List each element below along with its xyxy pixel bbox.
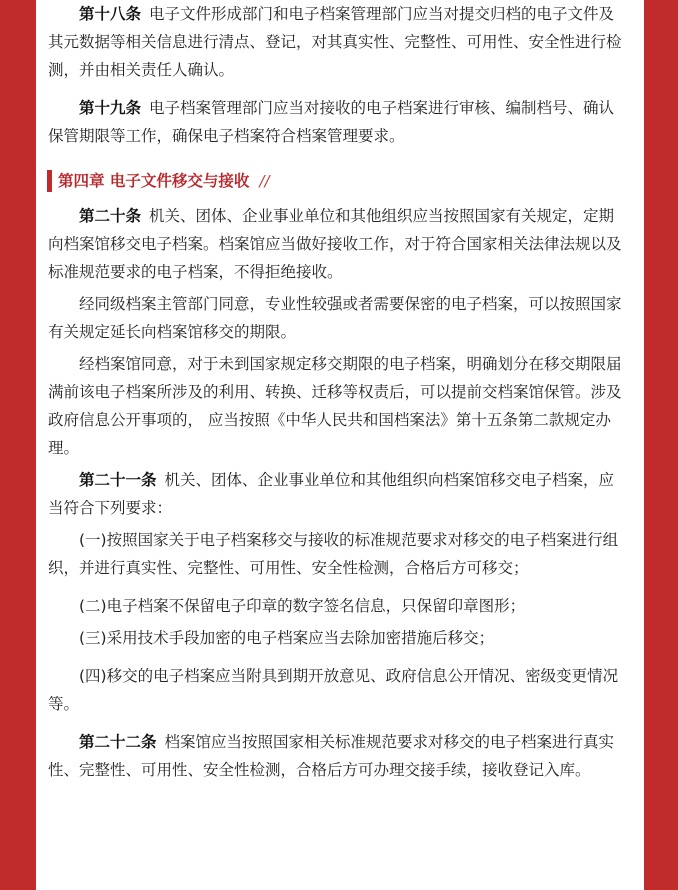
article-21-item-2: (二)电子档案不保留电子印章的数字签名信息，只保留印章图形；	[79, 597, 526, 615]
article-21-label: 第二十一条	[79, 471, 157, 489]
article-19	[48, 94, 628, 150]
article-22	[48, 728, 628, 784]
article-18-label: 第十八条	[79, 5, 142, 23]
article-20-text: 机关、团体、企业事业单位和其他组织应当按照国家有关规定，定期向档案馆移交电子档案。档案馆应当做好接收工作，对于符合国家相关法律法规以及标准规范要求的电子档案，不得拒绝接收。	[48, 207, 622, 281]
article-21-item-4: (四)移交的电子档案应当附具到期开放意见、政府信息公开情况、密级变更情况等。	[48, 667, 619, 713]
article-19-text: 电子档案管理部门应当对接收的电子档案进行审核、编制档号、确认保管期限等工作，确保电子档案符合档案管理要求。	[48, 99, 615, 145]
article-20	[48, 202, 628, 286]
article-21-item-3: (三)采用技术手段加密的电子档案应当去除加密措施后移交；	[79, 629, 495, 647]
article-22-label: 第二十二条	[79, 733, 157, 751]
chapter-accent-bar	[47, 170, 52, 192]
chapter-decor-slashes: //	[259, 172, 270, 190]
article-19-label: 第十九条	[79, 99, 142, 117]
document-page	[36, 0, 644, 890]
article-20-para-2: 经同级档案主管部门同意，专业性较强或者需要保密的电子档案，可以按照国家有关规定延长向档案馆移交的期限。	[48, 295, 622, 341]
document-content	[48, 0, 628, 794]
article-20-label: 第二十条	[79, 207, 142, 225]
article-21-item-1: (一)按照国家关于电子档案移交与接收的标准规范要求对移交的电子档案进行组织，并进行真实性、完整性、可用性、安全性检测，合格后方可移交；	[48, 531, 619, 577]
article-18-text: 电子文件形成部门和电子档案管理部门应当对提交归档的电子文件及其元数据等相关信息进行清点、登记，对其真实性、完整性、可用性、安全性进行检测，并由相关责任人确认。	[48, 5, 622, 79]
article-22-text: 档案馆应当按照国家相关标准规范要求对移交的电子档案进行真实性、完整性、可用性、安全性检测，合格后方可办理交接手续，接收登记入库。	[48, 733, 615, 779]
chapter-4-title: 第四章 电子文件移交与接收	[58, 172, 250, 190]
article-20-para-3: 经档案馆同意，对于未到国家规定移交期限的电子档案，明确划分在移交期限届满前该电子档案所涉及的利用、转换、迁移等权责后，可以提前交档案馆保管。涉及政府信息公开事项的， 应当按照《中华人民共和国档案法》第十五条第二款规定办理。	[48, 355, 622, 457]
article-18	[48, 0, 628, 84]
article-21	[48, 466, 628, 522]
article-21-text: 机关、团体、企业事业单位和其他组织向档案馆移交电子档案，应当符合下列要求：	[48, 471, 615, 517]
chapter-4-heading	[47, 168, 628, 194]
